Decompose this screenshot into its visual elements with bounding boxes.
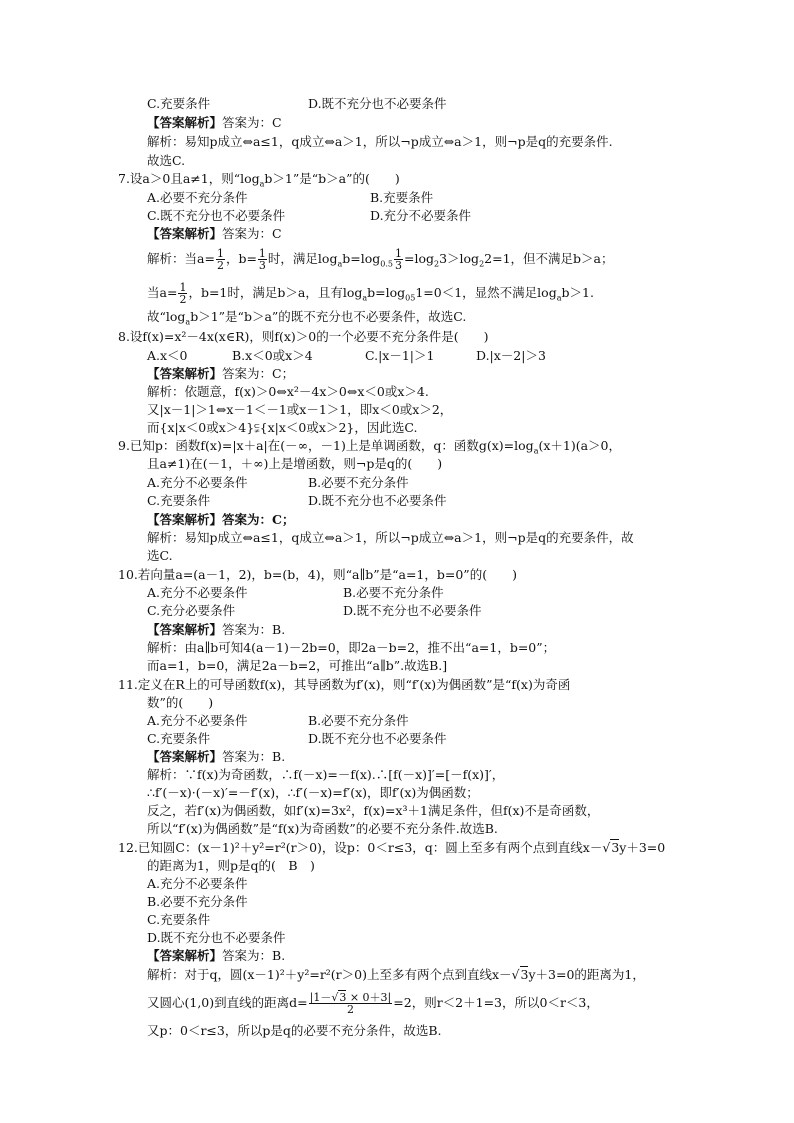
q11-answer: 【答案解析】答案为：B. xyxy=(147,749,286,764)
q7-option-d: D.充分不必要条件 xyxy=(370,208,472,223)
q11-stem-2: 数”的( ) xyxy=(147,695,214,710)
q7-option-b: B.充要条件 xyxy=(370,190,434,205)
q6-answer: 【答案解析】答案为：C xyxy=(147,115,282,130)
q12-explanation-2: 又圆心(1,0)到直线的距离d= $\frac{|1-√3 \times 0+3|}{2}$ =2，则r＜2＋1=3，所以0＜r＜3， xyxy=(147,991,599,1016)
q7-explanation-1: 解析：当a= $\frac{1}{2}$ ，b= $\frac{1}{3}$ 时，满足$\log_ab=\log_{0.5}$ $\frac{1}{3}$ $=\log_23>\log_22=1$，但不满足b＞a； xyxy=(147,247,614,272)
q10-explanation-1: 解析：由a∥b可知4(a－1)－2b=0，即2a－b=2，推不出“a=1，b=0”； xyxy=(147,640,556,655)
q8-option-a: A.x＜0 xyxy=(147,348,188,363)
q7-stem: 7.设a＞0且a≠1，则“$\log_ab>1$”是“b＞a”的( ) xyxy=(118,171,400,189)
q9-option-c: C.充要条件 xyxy=(147,493,211,508)
q11-explanation-4: 所以“f′(x)为偶函数”是“f(x)为奇函数”的必要不充分条件.故选B. xyxy=(147,821,498,836)
q8-option-c: C.|x－1|＞1 xyxy=(365,348,435,363)
q12-stem-2: 的距离为1，则p是q的( B ) xyxy=(147,858,315,873)
q6-option-c: C.充要条件 xyxy=(147,96,211,111)
q11-explanation-3: 反之，若f′(x)为偶函数，如f′(x)=3x²，f(x)=x³＋1满足条件，但f(x)不是奇函数， xyxy=(147,803,600,818)
q8-explanation-3: 而{x|x＜0或x＞4}⫋{x|x＜0或x＞2}，因此选C. xyxy=(147,420,418,435)
q11-option-c: C.充要条件 xyxy=(147,731,211,746)
fraction-one-third: $\frac{1}{3}$ xyxy=(394,247,402,272)
q10-answer: 【答案解析】答案为：B. xyxy=(147,622,286,637)
q12-stem-1: 12.已知圆C：(x－1)²＋y²=r²(r＞0)，设p：0＜r≤3，q：圆上至多有两个点到直线x－√3y＋3=0 xyxy=(118,840,666,855)
q9-option-d: D.既不充分也不必要条件 xyxy=(308,493,447,508)
q9-explanation-1: 解析：易知p成立⇔a≤1，q成立⇔a＞1，所以¬p成立⇔a＞1，则¬p是q的充要条件，故 xyxy=(147,530,634,545)
q11-option-b: B.必要不充分条件 xyxy=(308,713,409,728)
q12-option-d: D.既不充分也不必要条件 xyxy=(147,930,286,945)
fraction-one-half: $\frac{1}{2}$ xyxy=(216,247,224,272)
q9-option-a: A.充分不必要条件 xyxy=(147,475,248,490)
q10-option-c: C.充分必要条件 xyxy=(147,603,236,618)
q11-option-a: A.充分不必要条件 xyxy=(147,713,248,728)
q12-answer: 【答案解析】答案为：B. xyxy=(147,948,286,963)
q6-explanation-2: 故选C. xyxy=(147,153,186,168)
q11-explanation-1: 解析：∵f(x)为奇函数，∴f(－x)=－f(x).∴[f(－x)]′=[－f(x)]′， xyxy=(147,767,505,782)
q9-explanation-2: 选C. xyxy=(147,548,173,563)
q9-answer: 【答案解析】答案为：C； xyxy=(147,512,295,527)
q12-option-c: C.充要条件 xyxy=(147,912,211,927)
q11-option-d: D.既不充分也不必要条件 xyxy=(308,731,447,746)
fraction-one-third: $\frac{1}{3}$ xyxy=(258,247,266,272)
q7-explanation-3: 故“$\log_ab>1$”是“b＞a”的既不充分也不必要条件，故选C. xyxy=(147,309,467,327)
q8-explanation-1: 解析：依题意，f(x)＞0⇔x²－4x＞0⇔x＜0或x＞4. xyxy=(147,384,429,399)
q8-stem: 8.设f(x)=x²－4x(x∈R)，则f(x)＞0的一个必要不充分条件是( ) xyxy=(118,329,489,344)
q10-option-d: D.既不充分也不必要条件 xyxy=(343,603,482,618)
q7-answer: 【答案解析】答案为：C xyxy=(147,226,282,241)
q11-stem-1: 11.定义在R上的可导函数f(x)，其导函数为f′(x)，则“f′(x)为偶函数”是“f(x)为奇函 xyxy=(118,677,571,692)
fraction-one-half: $\frac{1}{2}$ xyxy=(179,281,187,306)
q8-option-b: B.x＜0或x＞4 xyxy=(232,348,313,363)
q9-stem-1: 9.已知p：函数f(x)=|x＋a|在(－∞，－1)上是单调函数，q：函数$g(x)=\log_a(x+1)(a>0$， xyxy=(118,438,622,456)
q12-explanation-1: 解析：对于q，圆(x－1)²＋y²=r²(r＞0)上至多有两个点到直线x－√3y＋3=0的距离为1， xyxy=(147,967,645,982)
q7-option-a: A.必要不充分条件 xyxy=(147,190,248,205)
q11-explanation-2: ∴f′(－x)·(－x)′=－f′(x)，∴f′(－x)=f′(x)，即f′(x)为偶函数； xyxy=(147,785,479,800)
q7-option-c: C.既不充分也不必要条件 xyxy=(147,208,286,223)
q8-explanation-2: 又|x－1|＞1⇔x－1＜－1或x－1＞1，即x＜0或x＞2， xyxy=(147,402,453,417)
q10-option-b: B.必要不充分条件 xyxy=(343,585,444,600)
q9-stem-2: 且a≠1)在(－1，＋∞)上是增函数，则¬p是q的( ) xyxy=(147,456,443,471)
q6-option-d: D.既不充分也不必要条件 xyxy=(308,96,447,111)
q10-stem: 10.若向量a=(a－1，2)，b=(b，4)，则“a∥b”是“a=1，b=0”的( ) xyxy=(118,567,517,582)
q7-explanation-2: 当a= $\frac{1}{2}$ ，b=1时，满足b＞a，且有$\log_ab=\log_{05}1=0<1$，显然不满足$\log_ab>1$. xyxy=(147,281,594,306)
q12-option-b: B.必要不充分条件 xyxy=(147,894,248,909)
q9-option-b: B.必要不充分条件 xyxy=(308,475,409,490)
q8-answer: 【答案解析】答案为：C； xyxy=(147,366,295,381)
q10-option-a: A.充分不必要条件 xyxy=(147,585,248,600)
distance-fraction: $\frac{|1-√3 \times 0+3|}{2}$ xyxy=(309,991,392,1016)
q6-explanation-1: 解析：易知p成立⇔a≤1，q成立⇔a＞1，所以¬p成立⇔a＞1，则¬p是q的充要条件. xyxy=(147,134,613,149)
q12-explanation-3: 又p：0＜r≤3，所以p是q的必要不充分条件，故选B. xyxy=(147,1023,442,1038)
q8-option-d: D.|x－2|＞3 xyxy=(476,348,546,363)
q12-option-a: A.充分不必要条件 xyxy=(147,876,248,891)
q10-explanation-2: 而a=1，b=0，满足2a－b=2，可推出“a∥b”.故选B.] xyxy=(147,658,448,673)
